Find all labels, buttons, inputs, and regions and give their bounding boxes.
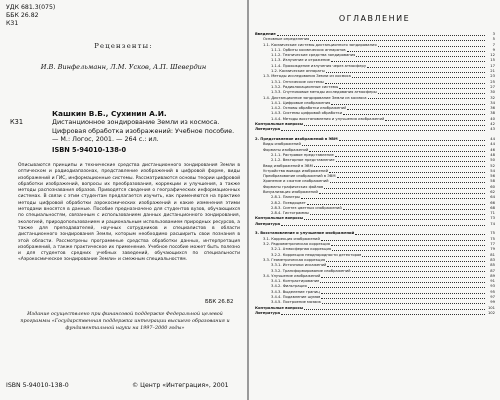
abstract: Описываются принципы и технические средства дистанционного зондирования Земли в оптическом и радиодиапазонах, представление изображений в цифровой форме, виды изображений и ГИС, информационные системы. Рассматриваются основы теории цифровой обработки изображений, вопросы их преобразования, коррекции и улучшения, а также методы распознавания образов. Приводятся сведения о географических информационных системах. В связи с этим студентам предлагается изучить, как применяются на практике методы цифровой обработки аэрокосмических изображений и какие изменения этими методами вносятся в данные. Пособие предназначено для студентов вузов, обучающихся по специальностям, связанным с использованием данных дистанционного зондирования, экологией, природопользованием и рациональным использованием природных ресурсов, а также для преподавателей, научных сотрудников и специалистов в области дистанционного зондирования Земли, которым необходимо расширить свои познания в этой области. Рассмотрены программные средства обработки данных, интерпретация изображений, а также практическое их применение. Учебное пособие может быть полезно и для студентов средних учебных заведений, обучающихся по специальности «Аэрокосмическое зондирование Земли» и смежным специальностям. [18,163,240,263]
toc-entry-text: 3.3.2. Трансформирование изображений [271,268,351,273]
toc-entry-page: 30 [490,90,495,95]
toc-leader-dots [378,46,485,47]
toc-entry-text: 3.2.1. Атмосферная коррекция [271,247,332,252]
toc-entry-page: 43 [490,127,495,132]
toc-leader-dots [302,145,485,146]
toc-leader-dots [325,83,485,84]
toc-entry-page: 74 [490,221,495,226]
toc-leader-dots [368,98,485,99]
reviewers-title: Рецензенты: [94,42,153,50]
toc-leader-dots [332,250,485,251]
toc-entry-page: 15 [490,58,495,63]
toc-entry-page: 89 [490,273,495,278]
toc-entry-page: 17 [490,63,495,68]
bbk-code: ББК 26.82 [6,12,39,19]
toc-entry-page: 81 [490,252,495,257]
toc-entry-text: Форматы графических файлов [263,184,324,189]
isbn: ISBN 5-94010-138-0 [52,146,127,154]
toc-entry-text: 1.1.4. Прохождение излучения через атмосферу [271,63,367,68]
toc-entry-text: Преобразование изображений в ЭВМ [263,174,336,179]
toc-leader-dots [339,88,485,89]
toc-entry-text: Введение [255,32,276,36]
toc-entry-page: 73 [490,216,495,221]
toc-entry-page: 85 [490,263,495,268]
toc-entry-text: Контрольные вопросы [255,122,304,127]
toc-leader-dots [385,120,485,121]
toc-entry [255,127,495,132]
toc-leader-dots [336,161,486,162]
toc-leader-dots [321,277,485,278]
toc-entry-text: 2. Представление изображений в ЭВМ [255,137,338,142]
toc-entry-text: Виды изображений [263,142,301,147]
toc-entry-page: 50 [490,158,495,163]
toc-entry-page: 38 [490,111,495,116]
toc-entry-text: 2.8.1. Палитры [271,195,300,200]
toc-entry-text: 1.1. Космические системы дистанционного зондирования [263,42,377,47]
toc-leader-dots [320,282,485,283]
toc-entry-page: 42 [490,122,495,127]
toc-entry-page: 99 [490,300,495,305]
toc-entry-page: 68 [490,205,495,210]
toc-leader-dots [321,298,485,299]
toc-entry-page: 34 [490,100,495,105]
reviewers-names: И.В. Винфельманн, Л.М. Усков, А.П. Шевердин [40,63,207,71]
toc-entry-page: 21 [490,69,495,74]
toc-entry-text: 1.4.4. Методы восстановления и улучшения изображений [271,116,385,121]
toc-entry-page: 93 [490,284,495,289]
toc-leader-dots [326,72,485,73]
toc-leader-dots [343,114,485,115]
toc-leader-dots [335,156,485,157]
toc-entry-page: 79 [490,247,495,252]
toc-leader-dots [339,140,485,141]
toc-entry-text: 3.3.1. Источники искажений [271,263,327,268]
toc-leader-dots [277,35,485,36]
toc-leader-dots [352,77,485,78]
toc-entry-page: 5 [492,37,495,42]
toc-leader-dots [322,303,485,304]
toc-entry-page: 52 [490,163,495,168]
toc-leader-dots [362,256,485,257]
toc-entry-page: 7 [492,42,495,47]
toc-leader-dots [330,182,486,183]
toc-entry-text: 1.2. Космические аппараты [271,69,325,74]
toc-leader-dots [307,204,485,205]
toc-entry-text: 3.2. Радиометрическая коррекция [263,242,330,247]
toc-entry-text: 1.4.2. Основы обработки изображений [271,106,347,111]
toc-leader-dots [356,56,485,57]
copyright: © Центр «Интеграция», 2001 [132,382,229,389]
toc-entry-text: 3.4.3. Выделение границ [271,289,320,294]
toc-entry-text: 2.8.4. Гистограммы [271,211,309,216]
toc-entry-text: 1.4.1. Цифровые изображения [271,100,331,105]
toc-entry-page: 25 [490,79,495,84]
toc-entry-text: 2.1.1. Растровое представление [271,152,334,157]
toc-entry-text: 3.4.2. Фильтрация [271,284,307,289]
toc-leader-dots [310,40,485,41]
toc-entry-text: 1.4.3. Системы цифровой обработки [271,111,343,116]
toc-leader-dots [301,198,485,199]
toc-leader-dots [281,314,485,315]
toc-entry-page: 64 [490,195,495,200]
toc-entry-text: 1.1.1. Орбиты космических аппаратов [271,47,346,52]
author-mark: К31 [6,20,19,27]
toc-entry-page: 77 [490,242,495,247]
toc-entry-page: 56 [490,174,495,179]
toc-entry-text: 3.4.4. Подавление шумов [271,295,321,300]
toc-entry-page: 23 [490,74,495,79]
toc-leader-dots [308,287,485,288]
toc-leader-dots [329,172,485,173]
toc-entry-text: 1.3. Методы исследования Земли из космоса [263,74,351,79]
toc-entry-page: 66 [490,200,495,205]
bbk-short: ББК 26.82 [205,299,234,305]
toc-entry-text: 3.4.5. Построение мозаик [271,300,321,305]
toc-entry-page: 44 [490,142,495,147]
toc-entry-page: 95 [490,289,495,294]
toc-leader-dots [378,93,485,94]
toc-entry-page: 102 [487,310,495,315]
toc-entry-text: Литература [255,310,281,315]
toc-leader-dots [331,104,485,105]
toc-leader-dots [347,51,485,52]
toc-entry-text: 2.1.2. Векторное представление [271,158,335,163]
toc-leader-dots [281,225,485,226]
toc-leader-dots [281,130,485,131]
toc-leader-dots [331,61,485,62]
toc-leader-dots [347,109,485,110]
toc-leader-dots [367,67,485,68]
support-note: Издание осуществлено при финансовой поддержке Федеральной целевой программы «Государственная поддержка интеграции высшего образования и фундаментальной науки на 1997–2000 годы» [20,311,230,331]
toc-entry-page: 101 [487,305,495,310]
toc-entry-text: Устройства вывода изображений [263,168,328,173]
toc-entry-page: 91 [490,279,495,284]
toc-entry-text: Визуализация изображений [263,190,318,194]
table-of-contents [255,32,495,316]
toc-entry-text: Хранение и сжатие изображений [263,179,329,184]
toc-entry-text: 1.1.2. Технические средства зондирования [271,53,356,58]
toc-entry-page: 9 [492,47,495,52]
toc-entry-text: Литература [255,221,281,226]
toc-leader-dots [309,151,485,152]
toc-leader-dots [321,240,485,241]
toc-entry-page: 46 [490,147,495,152]
toc-entry-page: 75 [490,231,495,236]
toc-entry-page: 58 [490,179,495,184]
toc-entry-text: Форматы изображений [263,147,309,152]
toc-entry-page: 44 [490,137,495,142]
toc-entry-page: 97 [490,295,495,300]
toc-entry [255,222,495,227]
contents-title: ОГЛАВЛЕНИЕ [338,14,411,23]
toc-entry-text: 3.2.2. Коррекция неоднородности детекторов [271,252,362,257]
imprint-page [0,0,247,400]
toc-entry-text: Основные определения [263,37,310,42]
toc-entry-text: Литература [255,127,281,132]
toc-entry-page: 71 [490,211,495,216]
toc-entry-text: Контрольные вопросы [255,216,304,221]
toc-entry-text: 1.1.3. Излучение и отражение [271,58,330,63]
toc-leader-dots [343,209,485,210]
toc-entry-text: 1.4. Дистанционное зондирование Земли из космоса [263,95,367,100]
toc-entry-text: 3.1. Коррекция изображений [263,236,320,241]
toc-leader-dots [355,234,485,235]
toc-entry-text: 3. Восстановление и улучшение изображений [255,231,355,236]
toc-entry-text: 3.3. Геометрическая коррекция [263,257,326,262]
toc-entry-page: 36 [490,106,495,111]
toc-leader-dots [321,293,485,294]
toc-leader-dots [324,188,485,189]
toc-entry-page: 62 [490,190,495,194]
toc-leader-dots [304,219,485,220]
toc-entry-page: 12 [490,53,495,58]
toc-leader-dots [331,245,485,246]
udk-code: УДК 681.3(075) [6,4,56,11]
authors: Кашкин В.Б., Сухинин А.И. [52,109,167,118]
toc-leader-dots [352,271,485,272]
toc-entry-text: 2.8.2. Псевдоцвет [271,200,306,205]
toc-entry-page: 54 [490,168,495,173]
toc-entry-page: 3 [492,32,495,36]
toc-leader-dots [327,266,485,267]
toc-leader-dots [319,193,485,194]
toc-entry-page: 83 [490,257,495,262]
toc-entry-text: 3.4. Улучшение изображений [263,273,321,278]
toc-leader-dots [326,261,485,262]
toc-entry-text: 1.3.3. Спутниковые методы исследования атмосферы [271,90,377,95]
toc-entry-text: 2.8.3. Синтез цветных изображений [271,205,342,210]
toc-entry [255,311,495,316]
toc-entry-text: 1.3.2. Радиолокационные системы [271,84,339,89]
toc-entry-text: 3.4.1. Контрастирование [271,279,320,284]
toc-entry-page: 32 [490,95,495,100]
toc-entry-page: 48 [490,152,495,157]
index-code: К31 [10,118,24,126]
book-title: Дистанционное зондирование Земли из космоса. Цифровая обработка изображений: Учебное пособие. — М.: Логос, 2001. — 264 с.: ил. [52,118,235,144]
isbn-footer: ISBN 5-94010-138-0 [6,382,69,389]
toc-leader-dots [314,166,485,167]
contents-page [249,0,500,400]
toc-leader-dots [304,309,485,310]
toc-entry-text: 1.3.1. Оптические системы [271,79,324,84]
toc-entry-page: 40 [490,116,495,121]
toc-entry-text: Ввод изображений в ЭВМ [263,163,313,168]
toc-entry-page: 87 [490,268,495,273]
toc-leader-dots [310,214,485,215]
toc-entry-text: Контрольные вопросы [255,305,304,310]
toc-leader-dots [304,125,485,126]
toc-entry-page: 75 [490,236,495,241]
toc-leader-dots [337,177,486,178]
toc-entry-page: 27 [490,84,495,89]
toc-entry-page: 60 [490,184,495,189]
